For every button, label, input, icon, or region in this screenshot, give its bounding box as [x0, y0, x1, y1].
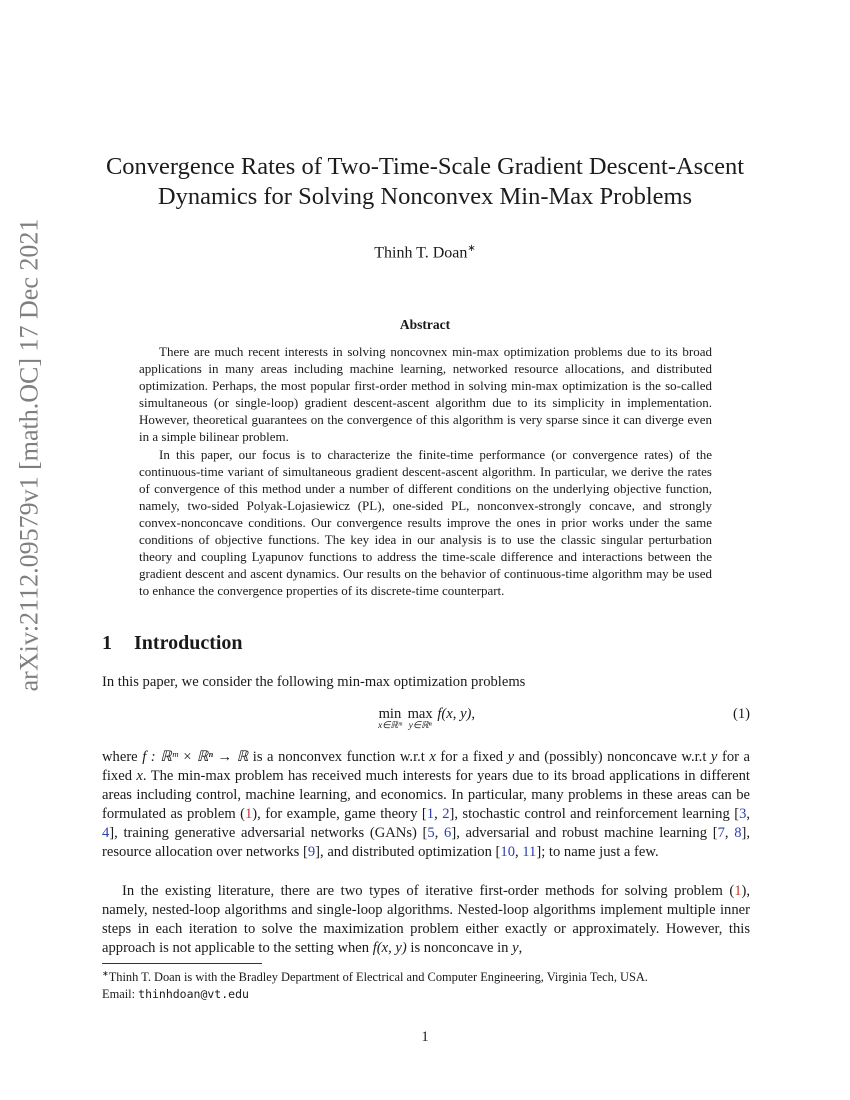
text-span: ], adversarial and robust machine learning [: [451, 825, 718, 842]
paper-title: [60, 152, 790, 212]
footnote-line-2: [102, 986, 750, 1003]
text-span: for a fixed: [102, 749, 750, 785]
author-line: [0, 243, 850, 262]
text-span: ], stochastic control and reinforcement learning [: [449, 806, 740, 823]
citation-link[interactable]: 8: [734, 825, 742, 842]
citation-link[interactable]: 4: [102, 825, 110, 842]
title-line-1: Convergence Rates of Two-Time-Scale Gradient Descent-Ascent: [105, 153, 745, 180]
citation-link[interactable]: 1: [426, 806, 435, 823]
min-label: min: [378, 706, 402, 722]
text-span: ,: [434, 806, 443, 823]
equation-ref-link[interactable]: 1: [244, 806, 253, 823]
text-span: ,: [518, 940, 523, 957]
citation-link[interactable]: 9: [307, 844, 316, 861]
abstract: [139, 343, 712, 599]
footnote-line-1: [102, 966, 750, 986]
text-span: In the existing literature, there are two types of iterative first-order methods for solving problem (: [122, 883, 735, 899]
citation-link[interactable]: 6: [444, 825, 452, 842]
text-span: ), for example, game theory [: [252, 806, 427, 823]
title-line-2: Dynamics for Solving Nonconvex Min-Max Problems: [157, 183, 693, 210]
author-name: Thinh T. Doan: [374, 244, 468, 262]
text-span: ], and distributed optimization [: [315, 844, 501, 861]
email-label: Email:: [102, 986, 139, 1001]
text-span: ), namely, nested-loop algorithms and single-loop algorithms. Nested-loop algorithms implement multiple inner steps in each iteration to solve the maximization problem either exactly or approximately. However, this approach is not applicable to the setting when: [102, 883, 750, 957]
abstract-heading: Abstract: [399, 317, 451, 332]
text-span: ,: [746, 806, 751, 823]
math-var: y: [507, 749, 515, 765]
citation-link[interactable]: 11: [522, 844, 537, 861]
arxiv-identifier-text: arXiv:2112.09579v1 [math.OC] 17 Dec 2021: [14, 218, 43, 692]
min-operator: [378, 706, 402, 731]
page-number: 1: [421, 1029, 429, 1045]
citation-link[interactable]: 10: [500, 844, 515, 861]
max-subscript: y∈ℝⁿ: [408, 721, 432, 731]
footnote-text: Thinh T. Doan is with the Bradley Department of Electrical and Computer Engineering, Virginia Tech, USA.: [108, 970, 648, 985]
text-span: is a nonconvex function w.r.t: [248, 749, 430, 765]
abstract-paragraph-2: In this paper, our focus is to characterize the finite-time performance (or convergence rates) of the continuous-time variant of simultaneous gradient descent-ascent algorithm. In particular, we derive the rates of convergence of this method under a number of different conditions on the underlying objective function, namely, two-sided Polyak-Lojasiewicz (PL), one-sided PL, nonconvex-strongly concave, and strongly convex-nonconcave conditions. Our convergence results improve the ones in prior works under the same conditions of objective functions. The key idea in our analysis is to use the classic singular perturbation theory and coupling Lyapunov functions to address the time-scale difference and interactions between the gradient descent and ascent dynamics. Our results on the behavior of continuous-time algorithm may be used to enhance the convergence properties of its discrete-time counterpart.: [139, 446, 712, 599]
footnote-rule: [102, 963, 262, 964]
text-span: . The min-max problem has received much interests for years due to its broad applications in different areas including control, machine learning, and economics. In particular, many problems in these areas can be formulated as problem (: [102, 768, 750, 823]
max-label: max: [407, 706, 433, 722]
text-span: where: [102, 749, 143, 765]
text-span: ], resource allocation over networks [: [102, 825, 750, 861]
text-span: is nonconcave in: [406, 940, 513, 957]
citation-link[interactable]: 5: [427, 825, 435, 842]
intro-sentence: In this paper, we consider the following min-max optimization problems: [102, 674, 526, 690]
equation-number: (1): [732, 706, 750, 722]
citation-link[interactable]: 2: [442, 806, 450, 823]
paragraph-existing-literature: [102, 882, 750, 958]
text-span: ]; to name just a few.: [536, 844, 659, 861]
math-function-def: f : ℝᵐ × ℝⁿ → ℝ: [142, 749, 249, 765]
equation-ref-link[interactable]: 1: [734, 883, 742, 899]
math-var: x: [136, 768, 143, 785]
text-span: ,: [434, 825, 445, 842]
text-span: for a fixed: [435, 749, 508, 765]
equation-body: [102, 706, 750, 731]
section-title: Introduction: [134, 632, 243, 654]
text-span: ,: [514, 844, 523, 861]
max-operator: [408, 706, 433, 731]
footnote-mark: ∗: [102, 969, 109, 978]
paragraph-problem-description: [102, 748, 750, 863]
citation-link[interactable]: 3: [739, 806, 747, 823]
text-span: ,: [724, 825, 735, 842]
objective-function: f(x, y),: [437, 706, 476, 722]
section-heading: [102, 632, 243, 655]
text-span: and (possibly) nonconcave w.r.t: [514, 749, 711, 765]
footnote: [102, 966, 750, 1002]
math-expr: f(x, y): [372, 940, 407, 957]
math-var: x: [429, 749, 436, 765]
citation-link[interactable]: 7: [717, 825, 725, 842]
math-var: y: [710, 749, 718, 765]
email-address[interactable]: thinhdoan@vt.edu: [138, 986, 249, 1001]
math-var: y: [512, 940, 519, 957]
equation-1: [102, 706, 750, 740]
arxiv-identifier: [12, 218, 46, 692]
text-span: ], training generative adversarial networks (GANs) [: [109, 825, 428, 842]
section-number: 1: [102, 632, 112, 654]
min-subscript: x∈ℝᵐ: [377, 721, 402, 731]
author-footnote-mark: ∗: [467, 243, 476, 254]
abstract-paragraph-1: There are much recent interests in solving noncovnex min-max optimization problems due to its broad applications in many areas including machine learning, networked resource allocations, and distributed optimization. Perhaps, the most popular first-order method in solving min-max optimization is the so-called simultaneous (or single-loop) gradient descent-ascent algorithm due to its simplicity in implementation. However, theoretical guarantees on the convergence of this algorithm is very sparse since it can diverge even in a simple bilinear problem.: [139, 344, 712, 445]
